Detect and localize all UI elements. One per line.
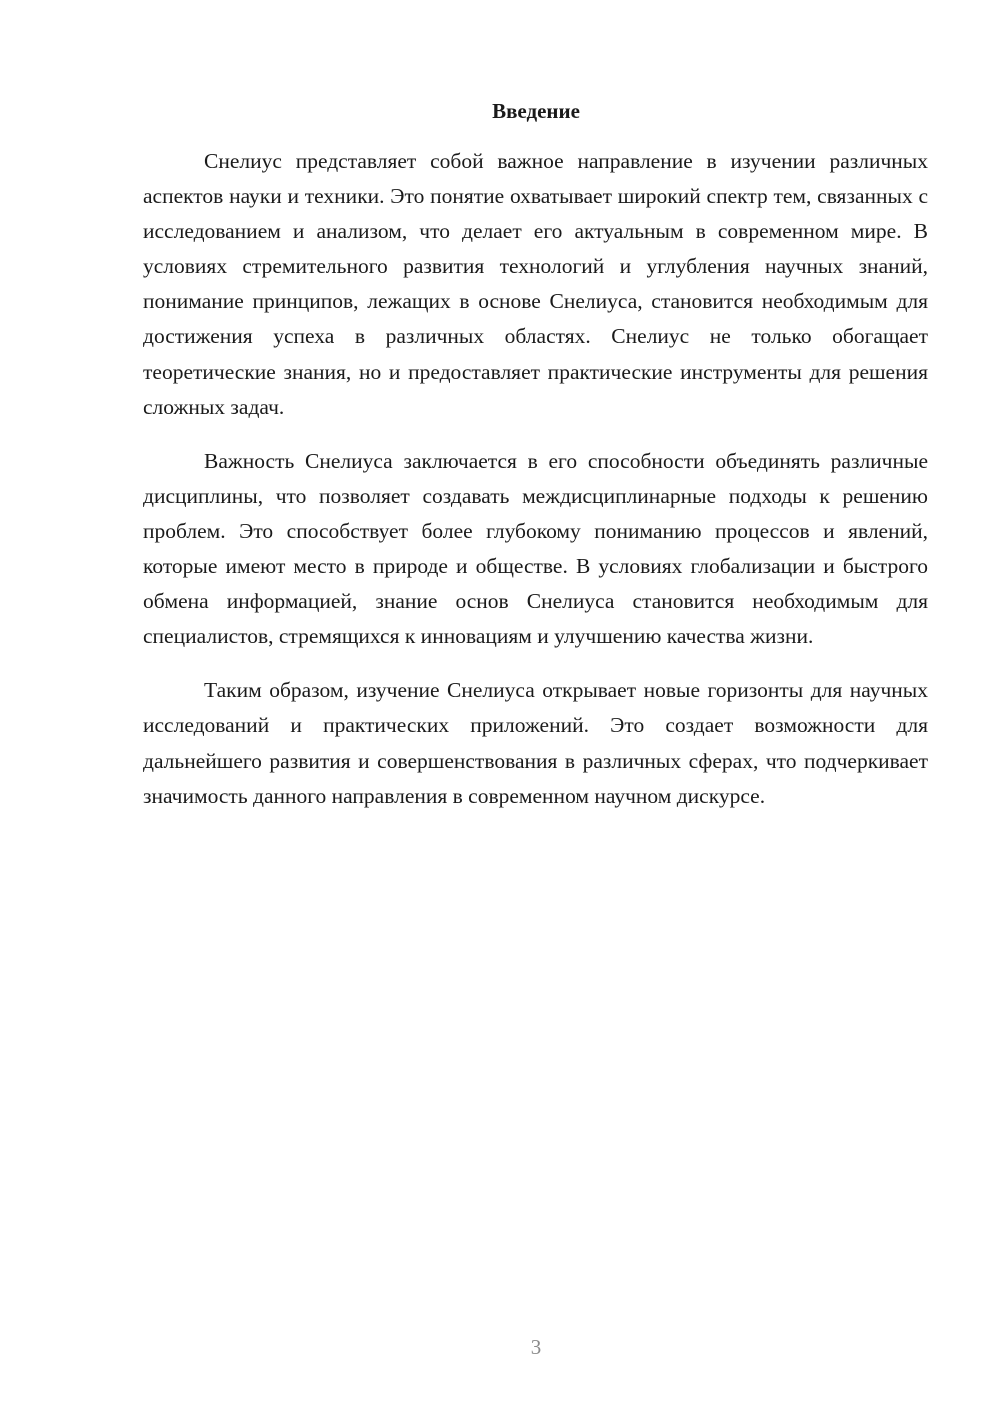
page-number: 3 [530,1335,542,1359]
paragraph: Важность Снелиуса заключается в его способности объединять различные дисциплины, что позволяет создавать междисциплинарные подходы к решению проблем. Это способствует более глубокому пониманию процессов и явлений, которые имеют место в природе и обществе. В условиях глобализации и быстрого обмена информацией, знание основ Снелиуса становится необходимым для специалистов, стремящихся к инновациям и улучшению качества жизни. [143,448,928,649]
section-heading: Введение [492,99,580,123]
body-text [143,144,928,833]
paragraph: Снелиус представляет собой важное направление в изучении различных аспектов науки и техники. Это понятие охватывает широкий спектр тем, связанных с исследованием и анализом, что делает его актуальным в современном мире. В условиях стремительного развития технологий и углубления научных знаний, понимание принципов, лежащих в основе Снелиуса, становится необходимым для достижения успеха в различных областях. Снелиус не только обогащает теоретические знания, но и предоставляет практические инструменты для решения сложных задач. [143,149,928,419]
paragraph: Таким образом, изучение Снелиуса открывает новые горизонты для научных исследований и практических приложений. Это создает возможности для дальнейшего развития и совершенствования в различных сферах, что подчеркивает значимость данного направления в современном научном дискурсе. [143,678,928,808]
